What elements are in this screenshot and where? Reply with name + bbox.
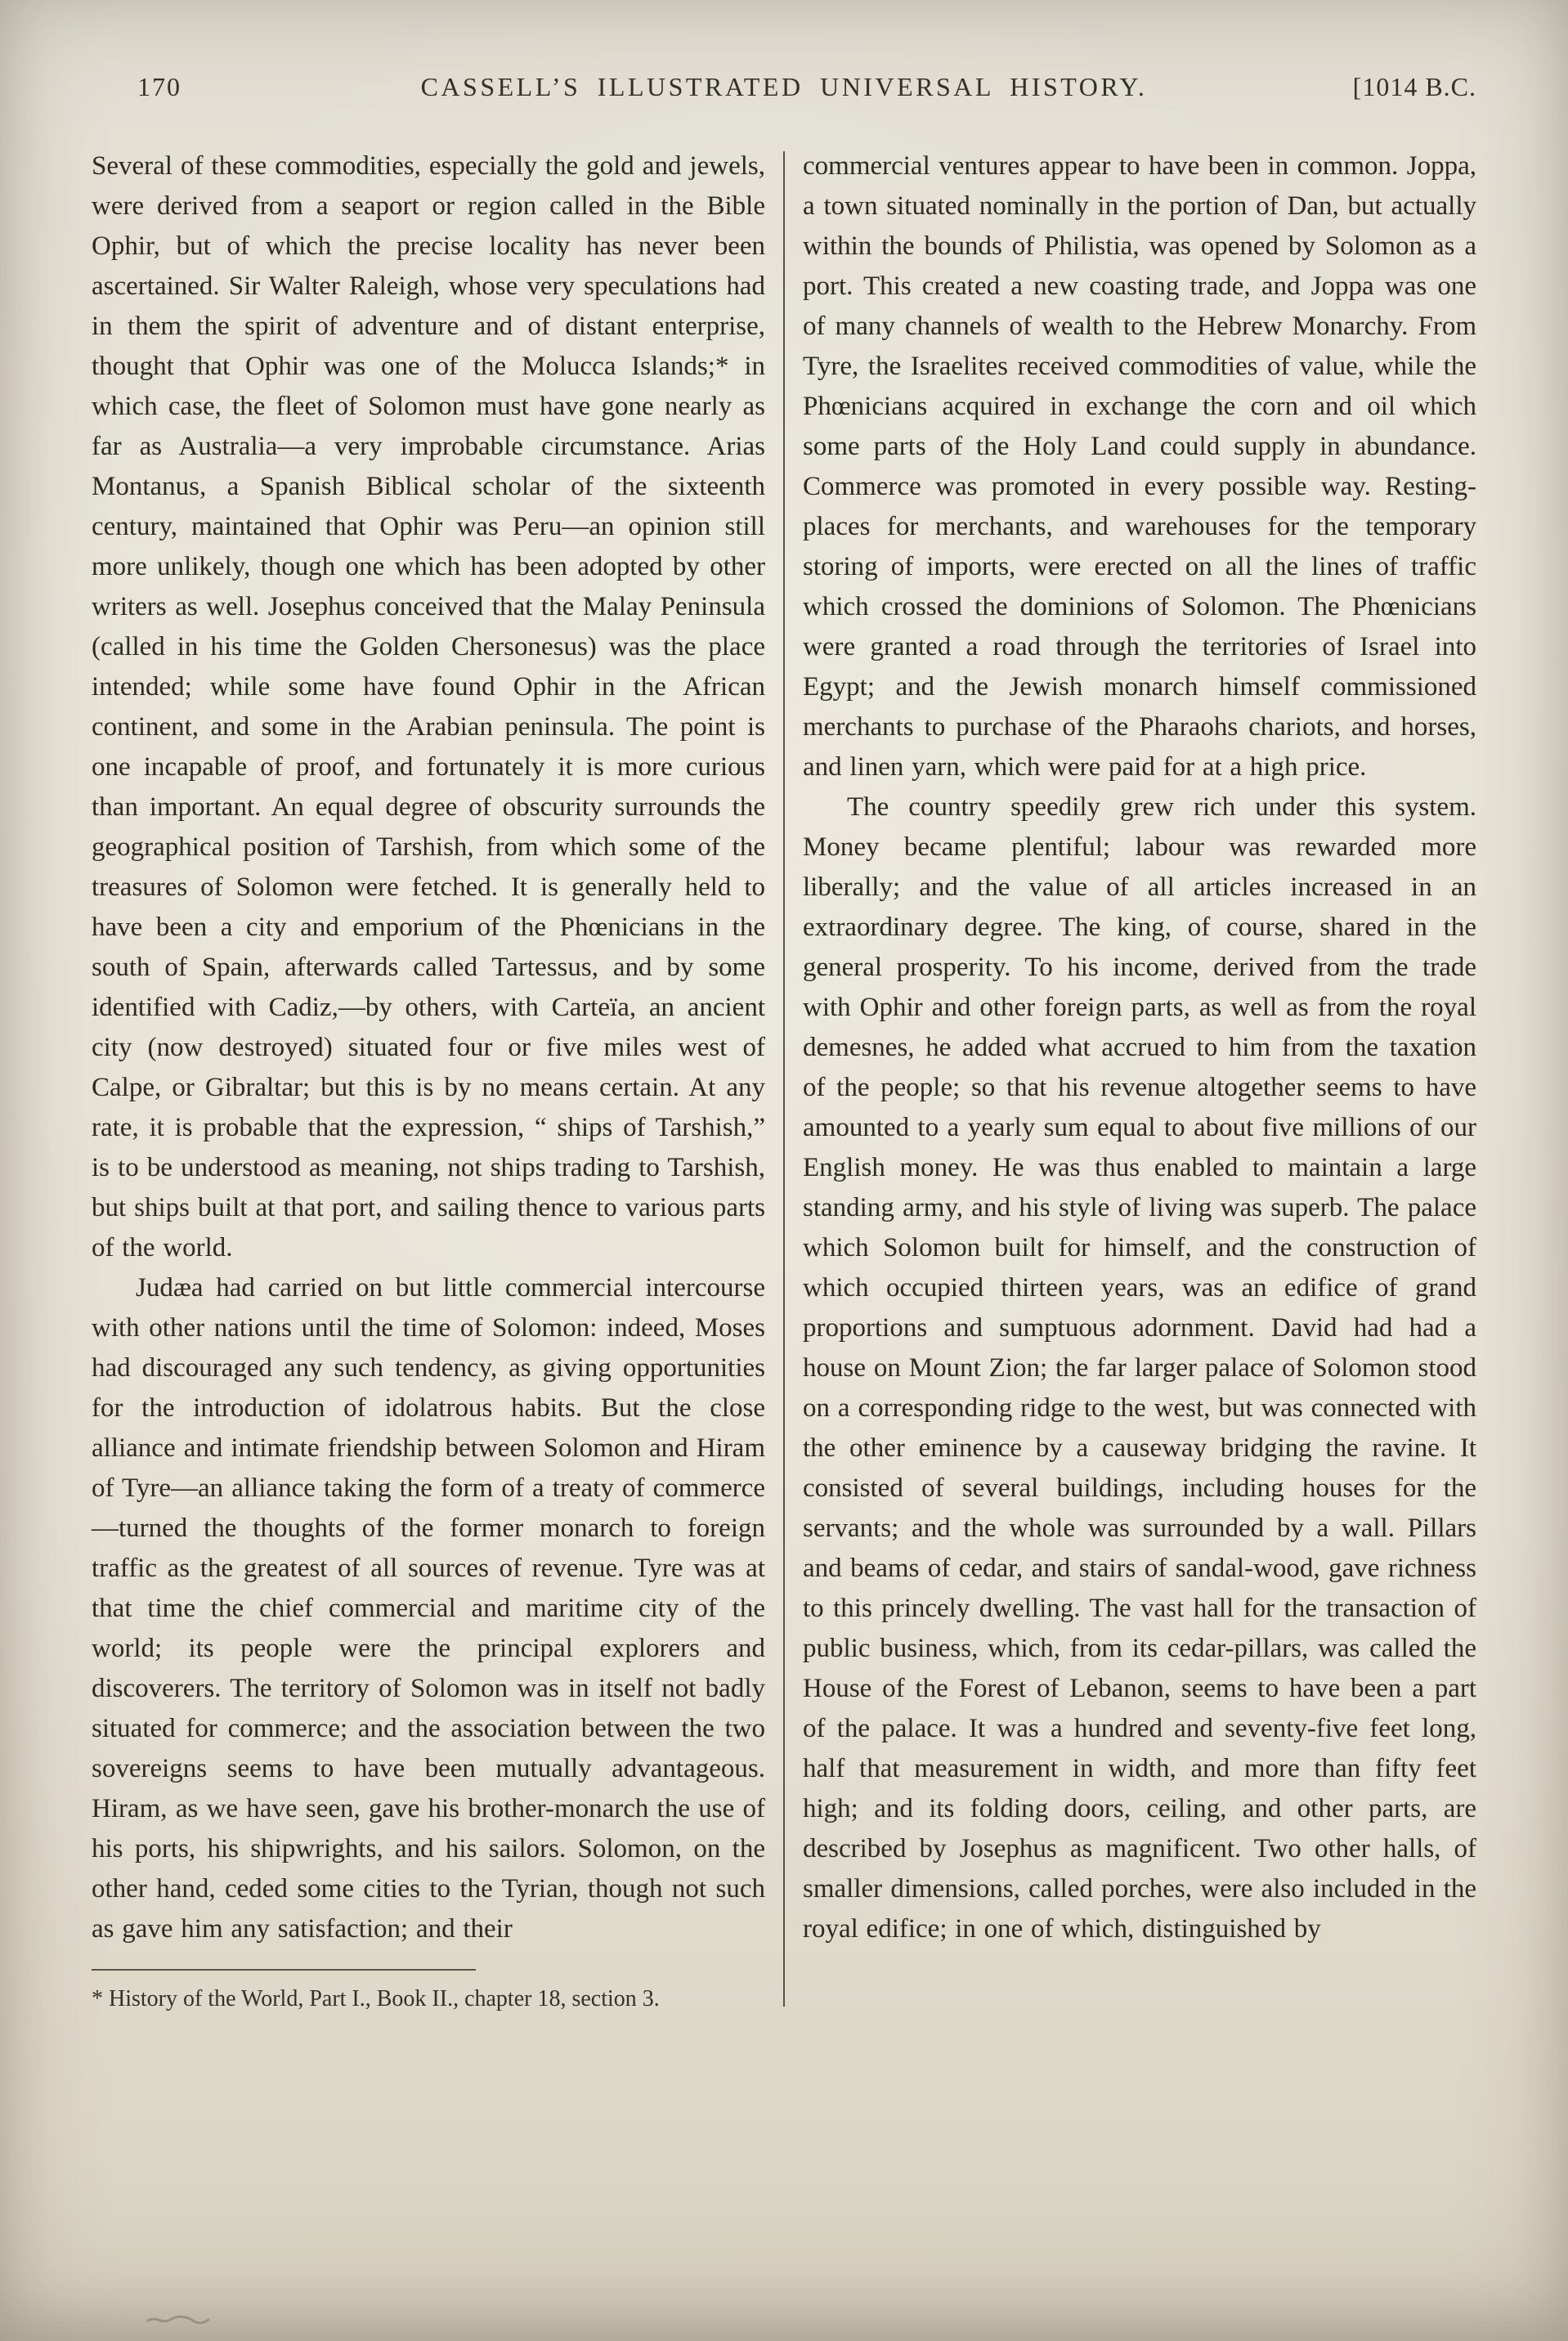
page-header — [92, 72, 1476, 102]
paragraph-left-2: Judæa had carried on but little commercial intercourse with other nations until the time of Solomon: indeed, Moses had discouraged any such tendency, as giving opportunities for the introduction of idolatrous habits. But the close alliance and intimate friendship between Solomon and Hiram of Tyre—an alliance taking the form of a treaty of commerce—turned the thoughts of the former monarch to foreign traffic as the greatest of all sources of revenue. Tyre was at that time the chief commercial and maritime city of the world; its people were the principal explorers and discoverers. The territory of Solomon was in itself not badly situated for commerce; and the association between the two sovereigns seems to have been mutually advantageous. Hiram, as we have seen, gave his brother-monarch the use of his ports, his shipwrights, and his sailors. Solomon, on the other hand, ceded some cities to the Tyrian, though not such as gave him any satisfaction; and their — [92, 1273, 765, 1944]
paragraph-right-1: commercial ventures appear to have been in common. Joppa, a town situated nominally in the portion of Dan, but actually within the bounds of Philistia, was opened by Solomon as a port. This created a new coasting trade, and Joppa was one of many channels of wealth to the Hebrew Monarchy. From Tyre, the Israelites received commodities of value, while the Phœnicians acquired in exchange the corn and oil which some parts of the Holy Land could supply in abundance. Commerce was promoted in every possible way. Resting-places for merchants, and warehouses for the temporary storing of imports, were erected on all the lines of traffic which crossed the dominions of Solomon. The Phœnicians were granted a road through the territories of Israel into Egypt; and the Jewish monarch himself commissioned merchants to purchase of the Pharaohs chariots, and horses, and linen yarn, which were paid for at a high price. — [803, 151, 1476, 782]
running-title: CASSELL’S ILLUSTRATED UNIVERSAL HISTORY. — [420, 72, 1148, 101]
paragraph-right-2: The country speedily grew rich under this system. Money became plentiful; labour was rewarded more liberally; and the value of all articles increased in an extraordinary degree. The king, of course, shared in the general prosperity. To his income, derived from the trade with Ophir and other foreign parts, as well as from the royal demesnes, he added what accrued to him from the taxation of the people; so that his revenue altogether seems to have amounted to a yearly sum equal to about five millions of our English money. He was thus enabled to maintain a large standing army, and his style of living was superb. The palace which Solomon built for himself, and the construction of which occupied thirteen years, was an edifice of grand proportions and sumptuous adornment. David had had a house on Mount Zion; the far larger palace of Solomon stood on a corresponding ridge to the west, but was connected with the other eminence by a causeway bridging the ravine. It consisted of several buildings, including houses for the servants; and the whole was surrounded by a wall. Pillars and beams of cedar, and stairs of sandal-wood, gave richness to this princely dwelling. The vast hall for the transaction of public business, which, from its cedar-pillars, was called the House of the Forest of Lebanon, seems to have been a part of the palace. It was a hundred and seventy-five feet long, half that measurement in width, and more than fifty feet high; and its folding doors, ceiling, and other parts, are described by Josephus as magnificent. Two other halls, of smaller dimensions, called porches, were also included in the royal edifice; in one of which, distinguished by — [803, 792, 1476, 1944]
text-columns — [92, 146, 1476, 2015]
right-column — [803, 146, 1476, 2015]
footnote-divider — [92, 1969, 476, 1971]
paragraph-left-1: Several of these commodities, especially the gold and jewels, were derived from a seaport or region called in the Bible Ophir, but of which the precise locality has never been ascertained. Sir Walter Raleigh, whose very speculations had in them the spirit of adventure and of distant enterprise, thought that Ophir was one of the Molucca Islands;* in which case, the fleet of Solomon must have gone nearly as far as Australia—a very improbable circumstance. Arias Montanus, a Spanish Biblical scholar of the sixteenth century, maintained that Ophir was Peru—an opinion still more unlikely, though one which has been adopted by other writers as well. Josephus conceived that the Malay Peninsula (called in his time the Golden Chersonesus) was the place intended; while some have found Ophir in the African continent, and some in the Arabian peninsula. The point is one incapable of proof, and fortunately it is more curious than important. An equal degree of obscurity surrounds the geographical position of Tarshish, from which some of the treasures of Solomon were fetched. It is generally held to have been a city and emporium of the Phœnicians in the south of Spain, afterwards called Tartessus, and by some identified with Cadiz,—by others, with Carteïa, an ancient city (now destroyed) situated four or five miles west of Calpe, or Gibraltar; but this is by no means certain. At any rate, it is probable that the expression, “ ships of Tarshish,” is to be understood as meaning, not ships trading to Tarshish, but ships built at that port, and sailing thence to various parts of the world. — [92, 151, 765, 1262]
page-number: 170 — [137, 72, 181, 101]
left-column — [92, 146, 765, 2015]
era-marker: [1014 B.C. — [1352, 72, 1476, 101]
ink-smudge-mark — [146, 2313, 211, 2326]
footnote: * History of the World, Part I., Book II., chapter 18, section 3. — [92, 1986, 660, 2011]
column-divider — [783, 151, 785, 2007]
